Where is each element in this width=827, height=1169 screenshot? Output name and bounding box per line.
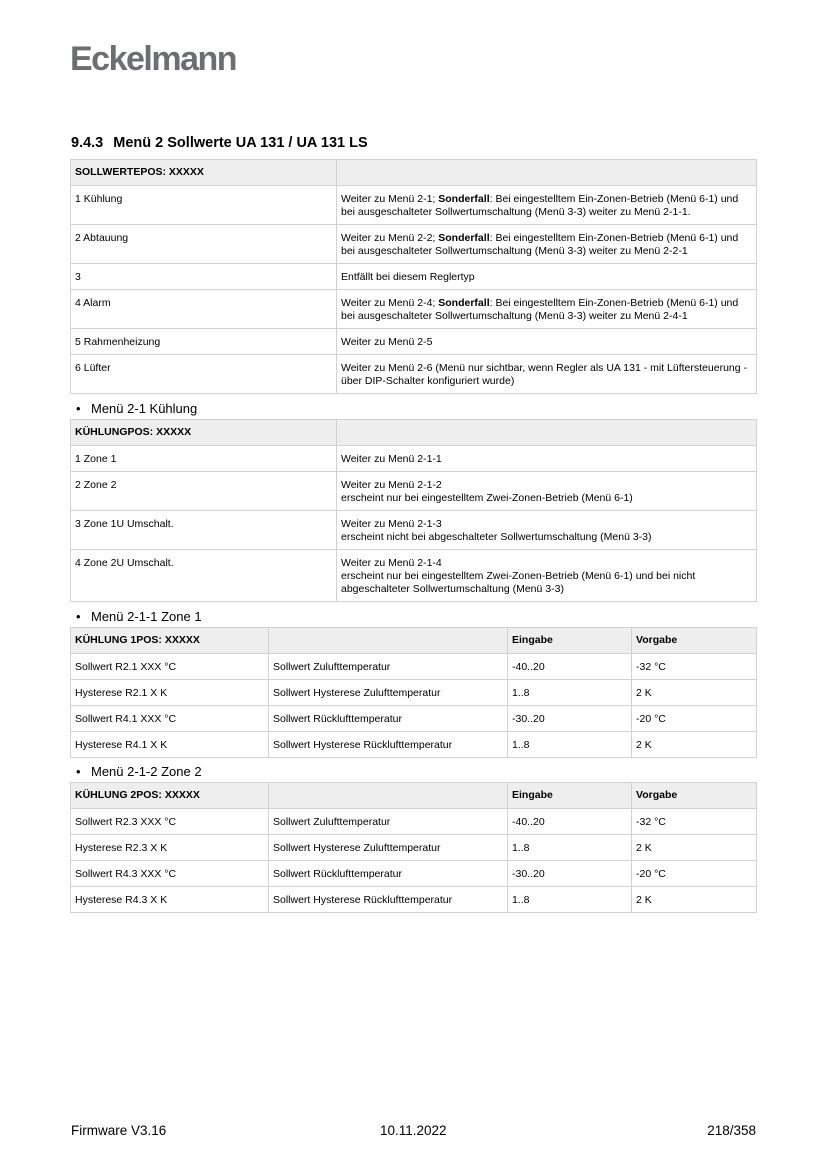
table-row xyxy=(71,680,757,706)
footer-date: 10.11.2022 xyxy=(380,1123,447,1138)
table-cell: 1..8 xyxy=(508,887,632,913)
table-header-cell xyxy=(269,628,508,654)
table-header-cell: KÜHLUNG 2POS: XXXXX xyxy=(71,783,269,809)
menu-item: 2 Zone 2 xyxy=(71,472,337,511)
table-cell: Sollwert Zulufttemperatur xyxy=(269,654,508,680)
cooling-menu-table xyxy=(70,419,757,602)
company-logo: Eckelmann xyxy=(70,40,237,78)
menu-item: 4 Alarm xyxy=(71,290,337,329)
menu-description: Entfällt bei diesem Reglertyp xyxy=(337,264,757,290)
section-number: 9.4.3 xyxy=(71,135,104,151)
table-row xyxy=(71,887,757,913)
menu-item: 2 Abtauung xyxy=(71,225,337,264)
menu-item: 4 Zone 2U Umschalt. xyxy=(71,550,337,602)
menu-item: 6 Lüfter xyxy=(71,355,337,394)
footer-firmware: Firmware V3.16 xyxy=(71,1123,167,1138)
table-row xyxy=(71,264,757,290)
menu-description: Weiter zu Menü 2-6 (Menü nur sichtbar, wenn Regler als UA 131 - mit Lüftersteuerung - über DIP-Schalter konfiguriert wurde) xyxy=(337,355,757,394)
menu-description: Weiter zu Menü 2-1-2 erscheint nur bei eingestelltem Zwei-Zonen-Betrieb (Menü 6-1) xyxy=(337,472,757,511)
footer-page-number: 218/358 xyxy=(707,1123,756,1138)
table-cell: 1..8 xyxy=(508,732,632,758)
table-row xyxy=(71,706,757,732)
menu-item: 3 Zone 1U Umschalt. xyxy=(71,511,337,550)
table-header-cell: SOLLWERTEPOS: XXXXX xyxy=(71,160,337,186)
bullet-menu-2-1-1: • Menü 2-1-1 Zone 1 xyxy=(76,609,202,624)
setpoint-menu-table xyxy=(70,159,757,394)
table-cell: 2 K xyxy=(632,835,757,861)
table-cell: Sollwert R2.1 XXX °C xyxy=(71,654,269,680)
table-row xyxy=(71,225,757,264)
table-cell: Sollwert Hysterese Zulufttemperatur xyxy=(269,835,508,861)
zone2-setpoint-table xyxy=(70,782,757,913)
menu-description: Weiter zu Menü 2-4; Sonderfall: Bei eingestelltem Ein-Zonen-Betrieb (Menü 6-1) und bei ausgeschalteter Sollwertumschaltung (Menü 3-3) weiter zu Menü 2-4-1 xyxy=(337,290,757,329)
menu-item: 1 Zone 1 xyxy=(71,446,337,472)
menu-item: 1 Kühlung xyxy=(71,186,337,225)
table-header-cell xyxy=(337,420,757,446)
table-header-cell: Eingabe xyxy=(508,628,632,654)
table-cell: Hysterese R2.3 X K xyxy=(71,835,269,861)
table-cell: 2 K xyxy=(632,732,757,758)
menu-description: Weiter zu Menü 2-5 xyxy=(337,329,757,355)
table-cell: -32 °C xyxy=(632,809,757,835)
table-row xyxy=(71,186,757,225)
table-cell: -40..20 xyxy=(508,809,632,835)
menu-description: Weiter zu Menü 2-1-1 xyxy=(337,446,757,472)
table-cell: -20 °C xyxy=(632,861,757,887)
table-header-cell: Vorgabe xyxy=(632,628,757,654)
table-header-cell xyxy=(337,160,757,186)
table-cell: -20 °C xyxy=(632,706,757,732)
table-row xyxy=(71,511,757,550)
table-cell: 1..8 xyxy=(508,680,632,706)
table-cell: Hysterese R4.3 X K xyxy=(71,887,269,913)
table-row xyxy=(71,835,757,861)
table-cell: -32 °C xyxy=(632,654,757,680)
table-row xyxy=(71,472,757,511)
section-title: Menü 2 Sollwerte UA 131 / UA 131 LS xyxy=(113,135,368,151)
table-row xyxy=(71,654,757,680)
menu-description: Weiter zu Menü 2-1; Sonderfall: Bei eingestelltem Ein-Zonen-Betrieb (Menü 6-1) und bei ausgeschalteter Sollwertumschaltung (Menü 3-3) weiter zu Menü 2-1-1. xyxy=(337,186,757,225)
table-row xyxy=(71,446,757,472)
menu-description: Weiter zu Menü 2-2; Sonderfall: Bei eingestelltem Ein-Zonen-Betrieb (Menü 6-1) und bei ausgeschalteter Sollwertumschaltung (Menü 3-3) weiter zu Menü 2-2-1 xyxy=(337,225,757,264)
menu-description: Weiter zu Menü 2-1-3 erscheint nicht bei abgeschalteter Sollwertumschaltung (Menü 3-3) xyxy=(337,511,757,550)
table-cell: -40..20 xyxy=(508,654,632,680)
table-row xyxy=(71,355,757,394)
zone1-setpoint-table xyxy=(70,627,757,758)
table-row xyxy=(71,861,757,887)
table-cell: Sollwert R4.1 XXX °C xyxy=(71,706,269,732)
table-row xyxy=(71,732,757,758)
table-row xyxy=(71,290,757,329)
bullet-menu-2-1-2: • Menü 2-1-2 Zone 2 xyxy=(76,764,202,779)
menu-item: 5 Rahmenheizung xyxy=(71,329,337,355)
table-cell: Sollwert Rücklufttemperatur xyxy=(269,706,508,732)
menu-description: Weiter zu Menü 2-1-4 erscheint nur bei eingestelltem Zwei-Zonen-Betrieb (Menü 6-1) und bei nicht abgeschalteter Sollwertumschaltung (Menü 3-3) xyxy=(337,550,757,602)
table-cell: Sollwert Zulufttemperatur xyxy=(269,809,508,835)
table-cell: Hysterese R4.1 X K xyxy=(71,732,269,758)
table-row xyxy=(71,809,757,835)
table-cell: Sollwert Hysterese Rücklufttemperatur xyxy=(269,732,508,758)
table-header-cell: Vorgabe xyxy=(632,783,757,809)
table-cell: 1..8 xyxy=(508,835,632,861)
table-cell: Sollwert Hysterese Zulufttemperatur xyxy=(269,680,508,706)
table-cell: Sollwert R2.3 XXX °C xyxy=(71,809,269,835)
table-cell: 2 K xyxy=(632,680,757,706)
table-cell: -30..20 xyxy=(508,861,632,887)
table-row xyxy=(71,329,757,355)
table-cell: Sollwert Rücklufttemperatur xyxy=(269,861,508,887)
table-cell: 2 K xyxy=(632,887,757,913)
table-cell: Sollwert Hysterese Rücklufttemperatur xyxy=(269,887,508,913)
bullet-menu-2-1: • Menü 2-1 Kühlung xyxy=(76,401,198,416)
section-heading xyxy=(71,135,368,151)
table-header-cell: Eingabe xyxy=(508,783,632,809)
menu-item: 3 xyxy=(71,264,337,290)
table-header-cell: KÜHLUNG 1POS: XXXXX xyxy=(71,628,269,654)
table-cell: -30..20 xyxy=(508,706,632,732)
table-header-cell xyxy=(269,783,508,809)
table-cell: Hysterese R2.1 X K xyxy=(71,680,269,706)
table-cell: Sollwert R4.3 XXX °C xyxy=(71,861,269,887)
table-row xyxy=(71,550,757,602)
table-header-cell: KÜHLUNGPOS: XXXXX xyxy=(71,420,337,446)
